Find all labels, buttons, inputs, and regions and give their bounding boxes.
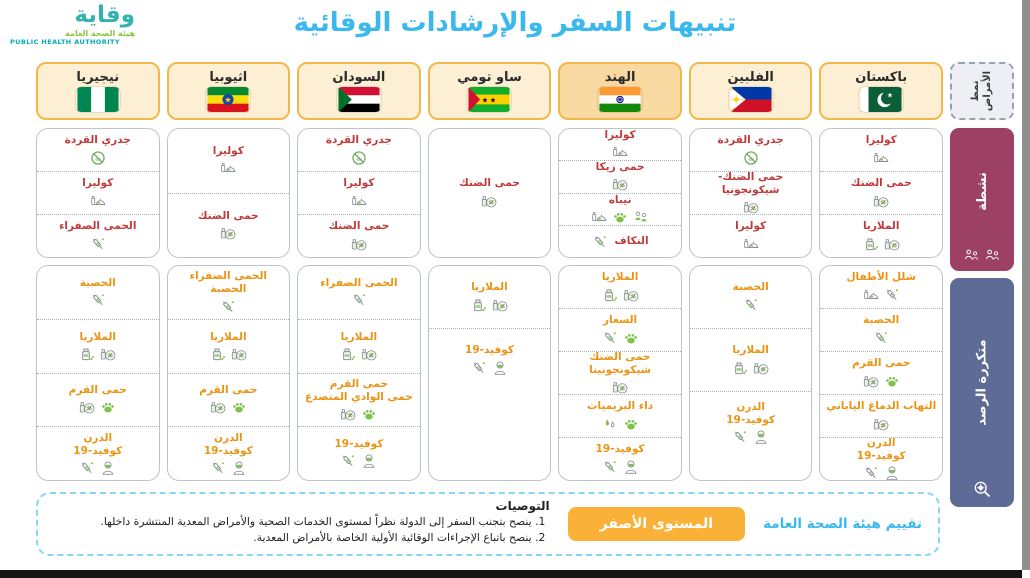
disease-icons	[340, 453, 377, 469]
disease-cell	[429, 328, 551, 391]
active-diseases-card	[558, 128, 682, 258]
mosquito-icon	[481, 193, 497, 209]
disease-name: حمى الضنك شيكونجونينا	[589, 350, 651, 376]
drops-icon	[602, 416, 618, 432]
disease-cell	[168, 373, 290, 427]
maskperson-icon	[492, 360, 508, 376]
disease-icons	[210, 346, 247, 362]
disease-cell	[37, 373, 159, 427]
disease-icons	[612, 144, 628, 160]
disease-icons	[340, 346, 377, 362]
disease-icons	[90, 150, 106, 166]
disease-icons	[732, 360, 769, 376]
medicine-icon	[79, 346, 95, 362]
scrollbar[interactable]	[1022, 0, 1030, 570]
disease-icons	[351, 292, 367, 308]
syringe-icon	[90, 292, 106, 308]
disease-cell	[298, 266, 420, 319]
medicine-icon	[210, 346, 226, 362]
syringe-icon	[873, 330, 889, 346]
people-icon	[633, 209, 649, 225]
recommendations-title: التوصيات	[495, 499, 550, 513]
country-name: اثيوبيا	[209, 69, 248, 85]
medicine-icon	[340, 346, 356, 362]
maskperson-icon	[753, 429, 769, 445]
crowd-icon	[963, 247, 980, 264]
disease-icons	[210, 460, 247, 476]
disease-icons	[602, 416, 639, 432]
svg-text:★: ★	[224, 95, 232, 105]
mosquito-icon	[753, 360, 769, 376]
syringe-icon	[471, 360, 487, 376]
mosquito-icon	[340, 406, 356, 422]
disease-cell	[820, 351, 942, 394]
disease-name: السعار	[602, 314, 638, 327]
mosquito-icon	[863, 373, 879, 389]
country-header-philippines	[689, 62, 813, 120]
syringe-icon	[210, 460, 226, 476]
syringe-icon	[743, 297, 759, 313]
disease-pattern-label	[950, 62, 1014, 120]
disease-name: كوليرا	[212, 145, 244, 158]
disease-cell	[690, 214, 812, 257]
medicine-icon	[471, 297, 487, 313]
country-name: نيجيريا	[76, 69, 120, 85]
maskperson-icon	[623, 459, 639, 475]
syringe-icon	[602, 330, 618, 346]
disease-name: الحمى الصفراء الحصبة	[189, 270, 268, 296]
paw-icon	[612, 209, 628, 225]
disease-icons	[340, 406, 377, 422]
country-header-ethiopia	[167, 62, 291, 120]
syringe-icon	[884, 287, 900, 303]
maskperson-icon	[231, 460, 247, 476]
country-header-sudan	[297, 62, 421, 120]
disease-cell	[298, 426, 420, 480]
recurrent-diseases-card	[36, 265, 160, 481]
svg-text:★: ★	[886, 90, 894, 100]
disease-icons	[863, 465, 900, 481]
logo-subtitle-arabic: هيئة الصحة العامة	[65, 29, 135, 38]
recurrent-label-wrap	[939, 286, 1025, 479]
maskperson-icon	[884, 465, 900, 481]
mosquito-icon	[623, 287, 639, 303]
mosquito-icon	[492, 297, 508, 313]
disease-name: جدري القردة	[325, 134, 392, 147]
country-column-ethiopia	[167, 62, 291, 507]
disease-cell	[820, 171, 942, 214]
food-icon	[220, 160, 236, 176]
paw-icon	[100, 399, 116, 415]
disease-cell	[559, 437, 681, 480]
disease-cell	[429, 129, 551, 257]
disease-cell	[820, 308, 942, 351]
page-title: تنبيهات السفر والإرشادات الوقائية	[293, 8, 737, 38]
country-name: السودان	[332, 69, 386, 85]
maskperson-icon	[100, 460, 116, 476]
disease-cell	[820, 437, 942, 480]
syringe-icon	[351, 292, 367, 308]
recurrent-diseases-card	[297, 265, 421, 481]
disease-cell	[168, 319, 290, 373]
disease-name: حمى الضنك	[459, 177, 520, 190]
syringe-icon	[340, 453, 356, 469]
disease-name: جدري القردة	[717, 134, 784, 147]
disease-icons	[220, 299, 236, 315]
disease-name: الملاريا	[601, 271, 639, 284]
disease-name: حمى القرم حمى الوادي المتصدع	[305, 377, 413, 403]
disease-name: الملاريا	[471, 281, 508, 294]
disease-icons	[863, 236, 900, 252]
disease-cell	[168, 426, 290, 480]
food-icon	[612, 144, 628, 160]
disease-pattern-text: نمط الأمراض	[970, 70, 994, 112]
disease-icons	[220, 225, 236, 241]
disease-name: حمى القرم	[852, 357, 911, 370]
nocontact-icon	[351, 150, 367, 166]
disease-name: شلل الأطفال	[846, 271, 916, 284]
disease-name: الحمى الصفراء	[59, 220, 137, 233]
disease-name: حمى زيكا	[595, 161, 645, 174]
disease-name: الدرن كوفيد-19	[726, 400, 776, 426]
recurrent-row-icons	[972, 479, 993, 500]
disease-cell	[429, 266, 551, 328]
disease-name: الحصبة	[732, 281, 769, 294]
disease-icons	[79, 460, 116, 476]
mosquito-icon	[220, 225, 236, 241]
active-row-label	[950, 128, 1014, 271]
recurrent-diseases-card	[558, 265, 682, 481]
disease-cell	[298, 373, 420, 427]
recurrent-diseases-card	[428, 265, 552, 481]
flag-saotome-icon	[467, 87, 511, 112]
disease-name: كوليرا	[82, 177, 114, 190]
disease-name: كوليرا	[865, 134, 897, 147]
disease-name: الملاريا	[862, 220, 900, 233]
disease-name: جدري القردة	[64, 134, 131, 147]
country-column-nigeria	[36, 62, 160, 507]
disease-cell	[820, 266, 942, 308]
disease-cell	[820, 394, 942, 437]
paw-icon	[623, 330, 639, 346]
disease-icons	[351, 236, 367, 252]
flag-india-icon	[598, 87, 642, 112]
disease-cell	[559, 225, 681, 257]
country-column-sudan	[297, 62, 421, 507]
disease-name: حمى القرم	[68, 384, 127, 397]
disease-icons	[612, 379, 628, 395]
country-name: ساو تومي	[457, 69, 522, 85]
disease-name: داء البريميات	[586, 400, 654, 413]
disease-cell	[37, 426, 159, 480]
country-name: الفلبين	[727, 69, 774, 85]
recurrent-diseases-card	[167, 265, 291, 481]
country-header-saotome	[428, 62, 552, 120]
recurrent-diseases-card	[819, 265, 943, 481]
disease-name: الدرن كوفيد-19	[73, 431, 123, 457]
disease-name: الحمى الصفراء	[320, 276, 398, 289]
syringe-icon	[90, 236, 106, 252]
row-labels-column	[950, 62, 1014, 507]
disease-icons	[863, 287, 900, 303]
disease-name: الملاريا	[79, 330, 116, 343]
disease-cell	[37, 171, 159, 214]
disease-cell	[559, 394, 681, 437]
active-diseases-card	[428, 128, 552, 258]
flag-sudan-icon	[337, 87, 381, 112]
disease-icons	[220, 160, 236, 176]
syringe-icon	[732, 429, 748, 445]
syringe-icon	[602, 459, 618, 475]
disease-name: كوليرا	[604, 129, 636, 142]
flag-ethiopia-icon	[206, 87, 250, 112]
paw-icon	[361, 406, 377, 422]
disease-icons	[612, 176, 628, 192]
disease-cell	[690, 391, 812, 454]
disease-icons	[873, 193, 889, 209]
food-icon	[863, 287, 879, 303]
nocontact-icon	[743, 150, 759, 166]
disease-cell	[298, 129, 420, 171]
disease-icons	[90, 236, 106, 252]
flag-pakistan-icon	[859, 87, 903, 112]
recurrent-label-text: متكررة الرصد	[974, 339, 990, 426]
disease-cell	[168, 129, 290, 193]
disease-icons	[602, 287, 639, 303]
disease-icons	[863, 373, 900, 389]
disease-name: الحصبة	[863, 314, 900, 327]
disease-cell	[298, 214, 420, 257]
food-icon	[90, 193, 106, 209]
disease-name: النكاف	[614, 234, 649, 247]
disease-icons	[471, 297, 508, 313]
disease-icons	[602, 459, 639, 475]
country-column-philippines	[689, 62, 813, 507]
active-diseases-card	[819, 128, 943, 258]
disease-cell	[559, 308, 681, 351]
disease-name: حمى القرم	[199, 384, 258, 397]
disease-icons	[79, 346, 116, 362]
flag-nigeria-icon	[76, 87, 120, 112]
disease-icons	[743, 236, 759, 252]
svg-text:★: ★	[482, 95, 489, 105]
disease-name: كوليرا	[735, 220, 767, 233]
disease-name: الدرن كوفيد-19	[203, 431, 253, 457]
disease-name: الملاريا	[210, 330, 247, 343]
disease-name: كوفيد-19	[465, 344, 514, 357]
disease-name: الملاريا	[340, 330, 378, 343]
disease-name: الملاريا	[732, 344, 769, 357]
active-diseases-card	[36, 128, 160, 258]
syringe-icon	[79, 460, 95, 476]
active-diseases-card	[689, 128, 813, 258]
disease-icons	[743, 297, 759, 313]
disease-cell	[820, 214, 942, 257]
disease-icons	[481, 193, 497, 209]
disease-name: حمى الضنك	[328, 220, 390, 233]
disease-cell	[690, 129, 812, 171]
mosquito-icon	[612, 379, 628, 395]
disease-cell	[298, 171, 420, 214]
disease-cell	[559, 193, 681, 225]
mosquito-icon	[873, 193, 889, 209]
disease-icons	[471, 360, 508, 376]
disease-icons	[873, 150, 889, 166]
disease-icons	[90, 292, 106, 308]
food-icon	[873, 150, 889, 166]
recommendations-box	[36, 492, 940, 556]
medicine-icon	[863, 236, 879, 252]
disease-icons	[732, 429, 769, 445]
disease-cell	[168, 193, 290, 258]
disease-cell	[820, 129, 942, 171]
disease-cell	[690, 171, 812, 214]
mosquito-icon	[612, 176, 628, 192]
mosquito-icon	[210, 399, 226, 415]
country-column-pakistan	[819, 62, 943, 507]
disease-name: كوليرا	[343, 177, 375, 190]
paw-icon	[884, 373, 900, 389]
disease-icons	[79, 399, 116, 415]
mosquito-icon	[884, 236, 900, 252]
disease-cell	[559, 351, 681, 394]
medicine-icon	[602, 287, 618, 303]
recurrent-diseases-card	[689, 265, 813, 481]
disease-icons	[592, 234, 608, 250]
recommendation-item: 1. ينصح بتجنب السفر إلى الدولة نظراً لمستوى الخدمات الصحية والأمراض المعدية المنتشرة داخلها.	[54, 514, 532, 530]
disease-cell	[690, 266, 812, 328]
recommendations-items	[54, 514, 532, 545]
disease-cell	[559, 266, 681, 308]
country-name: باكستان	[855, 69, 908, 85]
disease-name: الحصبة	[79, 276, 116, 289]
assessment-label: تقييم هيئة الصحة العامة	[763, 516, 922, 532]
active-label-text: نشطة	[974, 172, 990, 211]
country-column-india	[558, 62, 682, 507]
disease-cell	[37, 214, 159, 257]
disease-cell	[37, 129, 159, 171]
recommendation-item: 2. ينصح باتباع الإجراءات الوقائية الأولية الخاصة بالأمراض المعدية.	[54, 530, 532, 546]
recommendations-list	[54, 497, 550, 551]
yellow-level-button[interactable]: المستوى الأصفر	[568, 507, 745, 541]
country-header-india	[558, 62, 682, 120]
mosquito-icon	[79, 399, 95, 415]
mosquito-icon	[873, 416, 889, 432]
disease-icons	[602, 330, 639, 346]
country-column-saotome	[428, 62, 552, 507]
virus-search-icon	[972, 479, 993, 500]
disease-icons	[90, 193, 106, 209]
disease-name: حمى الضنك	[197, 209, 259, 222]
country-header-pakistan	[819, 62, 943, 120]
advisory-table	[36, 62, 1014, 507]
disease-icons	[591, 209, 649, 225]
active-label-wrap	[963, 136, 1002, 247]
disease-cell	[559, 160, 681, 192]
active-row-icons	[963, 247, 1001, 264]
paw-icon	[623, 416, 639, 432]
country-header-nigeria	[36, 62, 160, 120]
syringe-icon	[863, 465, 879, 481]
disease-icons	[351, 150, 367, 166]
disease-cell	[690, 328, 812, 391]
disease-cell	[37, 319, 159, 373]
country-name: الهند	[604, 69, 636, 85]
disease-cell	[37, 266, 159, 319]
mosquito-icon	[351, 236, 367, 252]
mosquito-icon	[361, 346, 377, 362]
bottom-bar	[0, 570, 1022, 578]
disease-name: كوفيد-19	[595, 443, 645, 456]
food-icon	[743, 236, 759, 252]
logo-subtitle-english: PUBLIC HEALTH AUTHORITY	[10, 38, 120, 46]
crowd-icon	[984, 247, 1001, 264]
disease-name: التهاب الدماغ الياباني	[826, 400, 937, 413]
food-icon	[351, 193, 367, 209]
disease-cell	[168, 266, 290, 319]
nocontact-icon	[90, 150, 106, 166]
disease-icons	[351, 193, 367, 209]
disease-icons	[743, 150, 759, 166]
disease-icons	[743, 199, 759, 215]
maskperson-icon	[361, 453, 377, 469]
disease-icons	[873, 416, 889, 432]
disease-name: كوفيد-19	[334, 438, 384, 451]
disease-icons	[210, 399, 247, 415]
disease-name: نيباه	[608, 193, 632, 206]
disease-cell	[559, 129, 681, 160]
mosquito-icon	[231, 346, 247, 362]
medicine-icon	[732, 360, 748, 376]
paw-icon	[231, 399, 247, 415]
disease-name: الدرن كوفيد-19	[856, 436, 906, 462]
flag-philippines-icon	[729, 87, 773, 112]
logo-brand-text: وقاية	[74, 2, 135, 28]
svg-text:★: ★	[490, 95, 497, 105]
active-diseases-card	[297, 128, 421, 258]
disease-name: حمى الضنك	[850, 177, 912, 190]
food-icon	[591, 209, 607, 225]
recurrent-row-label	[950, 278, 1014, 507]
disease-icons	[873, 330, 889, 346]
mosquito-icon	[100, 346, 116, 362]
syringe-icon	[220, 299, 236, 315]
disease-cell	[298, 319, 420, 373]
active-diseases-card	[167, 128, 291, 258]
mosquito-icon	[743, 199, 759, 215]
disease-name: حمى الضنك- شيكونجونيا	[718, 170, 784, 196]
syringe-icon	[592, 234, 608, 250]
